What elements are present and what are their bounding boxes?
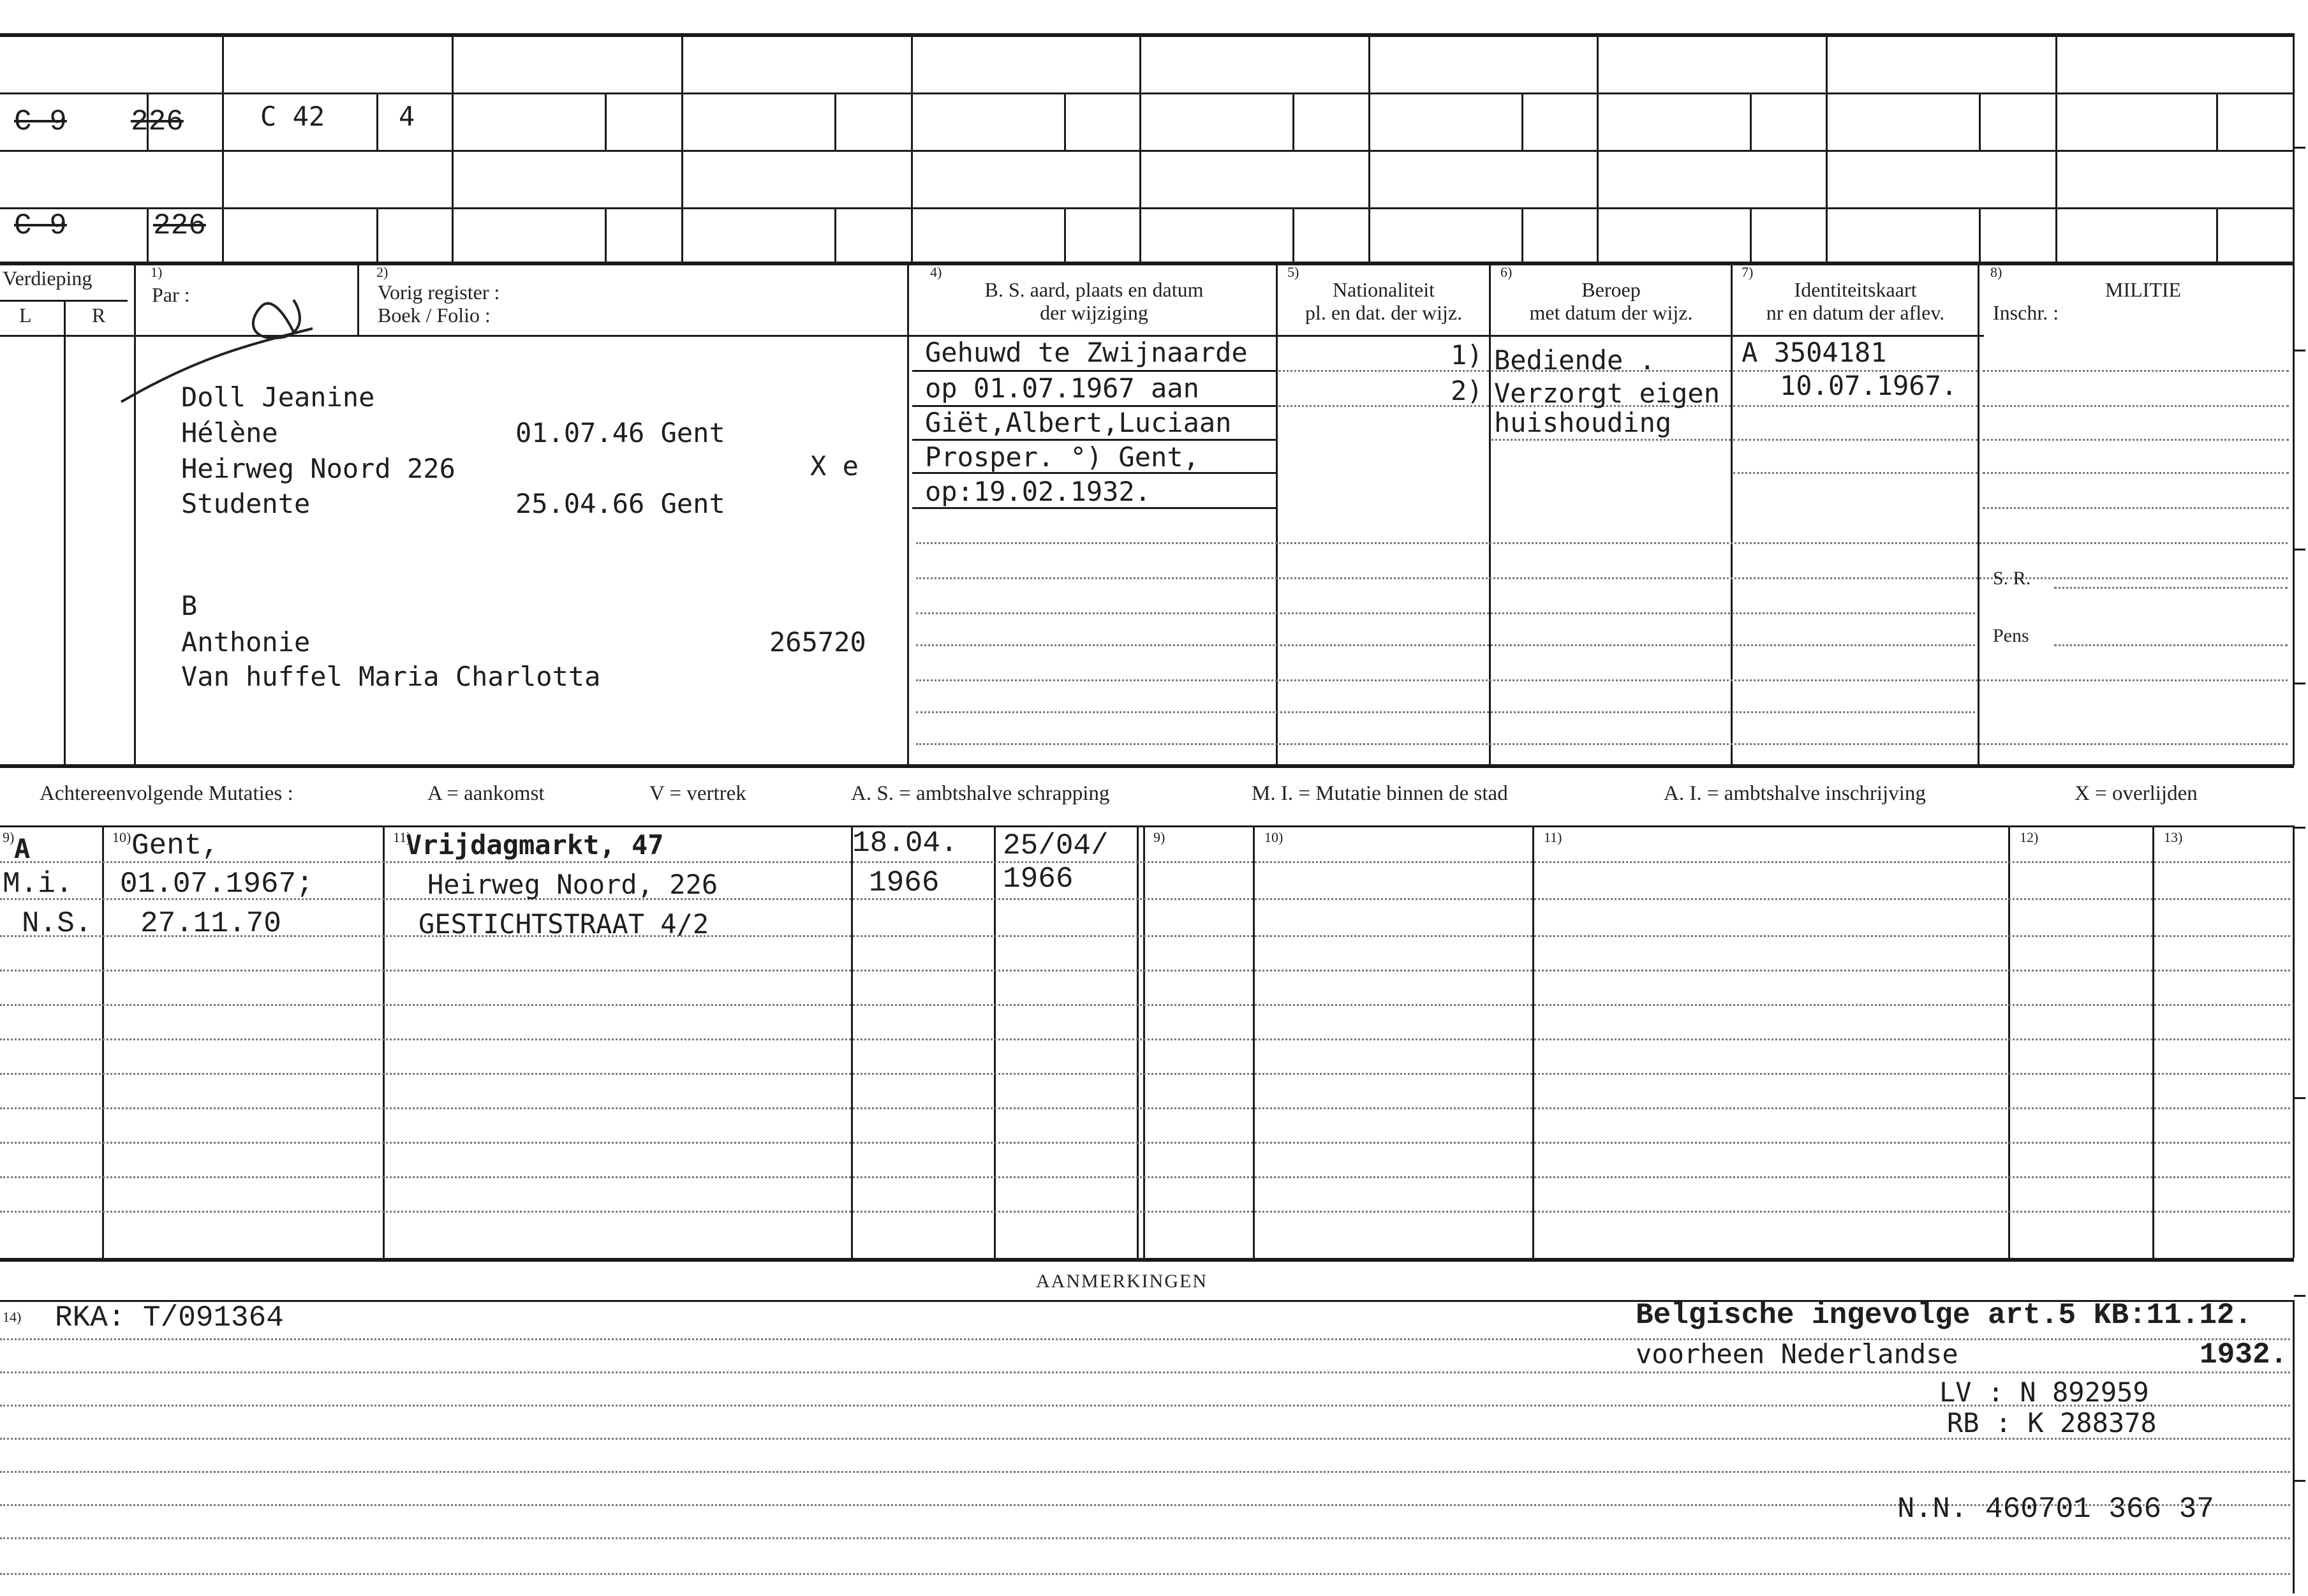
person-date2: 25.04.66 Gent (515, 488, 725, 519)
mut-place-1: Gent, (131, 829, 220, 862)
beroep-num: 6) (1500, 264, 1513, 280)
col10b-num: 10) (1264, 829, 1283, 845)
legend-mi: M. I. = Mutatie binnen de stad (1252, 782, 1508, 805)
old-code-b: 226 (131, 105, 184, 138)
remarks-title: AANMERKINGEN (1036, 1271, 1208, 1292)
col11b-num: 11) (1544, 829, 1562, 845)
old-code-a2: C 9 (14, 209, 67, 242)
militie-label: MILITIE (2105, 278, 2182, 301)
nat-header-l2: pl. en dat. der wijz. (1305, 301, 1463, 324)
remarks-num: 14) (3, 1309, 22, 1325)
mut-address-2: Heirweg Noord, 226 (427, 869, 718, 900)
l-label: L (19, 304, 32, 327)
inschr-label: Inschr. : (1993, 301, 2059, 324)
beroep-line-2: Verzorgt eigen (1494, 378, 1720, 409)
vorig-num: 2) (376, 264, 388, 280)
mut-address-3: GESTICHTSTRAAT 4/2 (418, 908, 709, 940)
col11-num: 11) (393, 829, 411, 845)
person-b: B (181, 590, 198, 621)
nat-1: 1) (1451, 339, 1483, 371)
bs-line-1: Gehuwd te Zwijnaarde (925, 337, 1248, 368)
remark-rb: RB : K 288378 (1947, 1407, 2157, 1438)
par-num: 1) (151, 264, 163, 280)
remark-line-2b: 1932. (2200, 1338, 2288, 1371)
legend-a: A = aankomst (427, 782, 545, 805)
code-c: C 42 (260, 101, 325, 132)
id-number: A 3504181 (1742, 337, 1887, 368)
col9-num: 9) (3, 829, 15, 845)
vorig-register-label: Vorig register : (378, 281, 500, 304)
bs-line-5: op:19.02.1932. (925, 476, 1151, 507)
person-address: Heirweg Noord 226 (181, 453, 455, 484)
remark-line-2a: voorheen Nederlandse (1636, 1338, 1958, 1370)
beroep-line-1: Bediende . (1494, 344, 1655, 376)
id-num: 7) (1742, 264, 1754, 280)
remark-lv: LV : N 892959 (1939, 1377, 2149, 1408)
mut-type-3: N.S. (22, 907, 92, 940)
legend-v: V = vertrek (649, 782, 746, 805)
bs-header-l1: B. S. aard, plaats en datum (984, 278, 1204, 301)
nat-2: 2) (1451, 375, 1483, 406)
mut-place-2: 01.07.1967; (120, 868, 314, 901)
nat-header (1278, 278, 1489, 324)
person-name: Doll Jeanine (181, 381, 375, 413)
r-label: R (92, 304, 106, 327)
sr-label: S. R. (1993, 568, 2031, 589)
person-mother: Van huffel Maria Charlotta (181, 661, 601, 692)
code-d: 4 (399, 101, 415, 132)
person-status: X e (810, 450, 859, 482)
legend-ai: A. I. = ambtshalve inschrijving (1664, 782, 1926, 805)
beroep-header-l1: Beroep (1581, 278, 1641, 301)
remark-line-1: Belgische ingevolge art.5 KB:11.12. (1636, 1299, 2253, 1332)
par-label: Par : (152, 283, 190, 306)
boek-folio-label: Boek / Folio : (378, 304, 491, 327)
person-given-name: Hélène (181, 417, 278, 448)
pens-label: Pens (1993, 625, 2029, 646)
mut-place-3: 27.11.70 (140, 907, 281, 940)
old-code-a: C 9 (14, 105, 67, 138)
bs-num: 4) (930, 264, 942, 280)
col9b-num: 9) (1153, 829, 1165, 845)
bs-line-2: op 01.07.1967 aan (925, 373, 1199, 404)
mut-type-2: M.i. (3, 868, 73, 901)
person-occupation: Studente (181, 488, 311, 519)
legend-x: X = overlijden (2075, 782, 2198, 805)
mut-date1-1: 18.04. (852, 827, 958, 860)
bs-line-4: Prosper. °) Gent, (925, 441, 1199, 473)
beroep-header (1491, 278, 1731, 324)
old-code-b2: 226 (153, 209, 206, 242)
bs-line-3: Giët,Albert,Luciaan (925, 407, 1232, 438)
mut-date2-1: 25/04/ (1003, 829, 1109, 862)
bs-header-l2: der wijziging (1040, 301, 1148, 324)
remark-rka: RKA: T/091364 (55, 1301, 284, 1334)
col13-num: 13) (2164, 829, 2183, 845)
id-header-l1: Identiteitskaart (1794, 278, 1917, 301)
mut-type-1: A (14, 833, 31, 864)
id-header-l2: nr en datum der aflev. (1766, 301, 1945, 324)
nat-header-l1: Nationaliteit (1333, 278, 1435, 301)
person-birth: 01.07.46 Gent (515, 417, 725, 448)
mut-address-1: Vrijdagmarkt, 47 (406, 829, 664, 861)
legend-as: A. S. = ambtshalve schrapping (851, 782, 1110, 805)
remark-nn: N.N. 460701 366 37 (1897, 1493, 2214, 1526)
mil-num: 8) (1990, 264, 2002, 280)
beroep-header-l2: met datum der wijz. (1529, 301, 1693, 324)
legend-title: Achtereenvolgende Mutaties : (40, 782, 293, 805)
person-father: Anthonie (181, 626, 311, 658)
mut-date1-2: 1966 (869, 866, 940, 899)
mut-date2-2: 1966 (1003, 862, 1074, 896)
id-date: 10.07.1967. (1780, 370, 1958, 401)
bs-header (912, 278, 1276, 324)
id-header (1733, 278, 1978, 324)
col10-num: 10) (112, 829, 131, 845)
person-number: 265720 (769, 626, 866, 658)
col12-num: 12) (2020, 829, 2039, 845)
nat-num: 5) (1287, 264, 1299, 280)
verdieping-label: Verdieping (3, 267, 92, 290)
beroep-line-3: huishouding (1494, 407, 1672, 438)
